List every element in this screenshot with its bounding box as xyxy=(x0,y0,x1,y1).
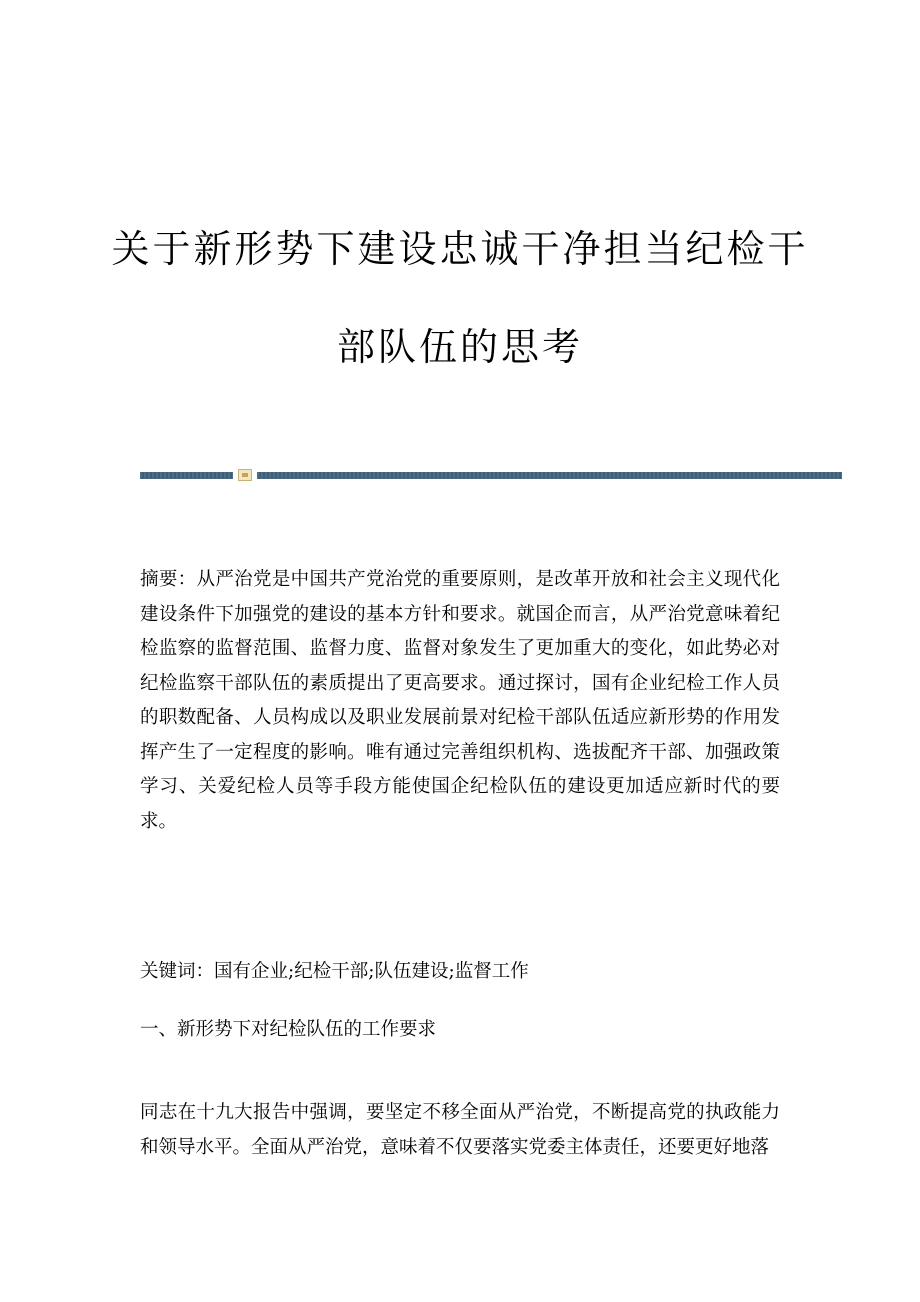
document-title-line-2: 部队伍的思考 xyxy=(336,325,583,369)
section-heading: 一、新形势下对纪检队伍的工作要求 xyxy=(140,1019,437,1040)
abstract-paragraph: 摘要：从严治党是中国共产党治党的重要原则，是改革开放和社会主义现代化建设条件下加强党的建设的基本方针和要求。就国企而言，从严治党意味着纪检监察的监督范围、监督力度、监督对象发生了更加重大的变化，如此势必对纪检监察干部队伍的素质提出了更高要求。通过探讨，国有企业纪检工作人员的职数配备、人员构成以及职业发展前景对纪检干部队伍适应新形势的作用发挥产生了一定程度的影响。唯有通过完善组织机构、选拔配齐干部、加强政策学习、关爱纪检人员等手段方能使国企纪检队伍的建设更加适应新时代的要求。 xyxy=(140,569,780,832)
keywords-line: 关键词：国有企业;纪检干部;队伍建设;监督工作 xyxy=(140,961,529,982)
document-title-line-1: 关于新形势下建设忠诚干净担当纪检干 xyxy=(111,227,809,271)
divider-bar-left xyxy=(140,472,233,479)
divider-bar-right xyxy=(257,472,842,479)
section-paragraph: 同志在十九大报告中强调，要坚定不移全面从严治党，不断提高党的执政能力和领导水平。全面从严治党，意味着不仅要落实党委主体责任，还要更好地落 xyxy=(140,1102,780,1158)
ornament-icon xyxy=(238,469,252,481)
title-divider xyxy=(140,468,842,484)
